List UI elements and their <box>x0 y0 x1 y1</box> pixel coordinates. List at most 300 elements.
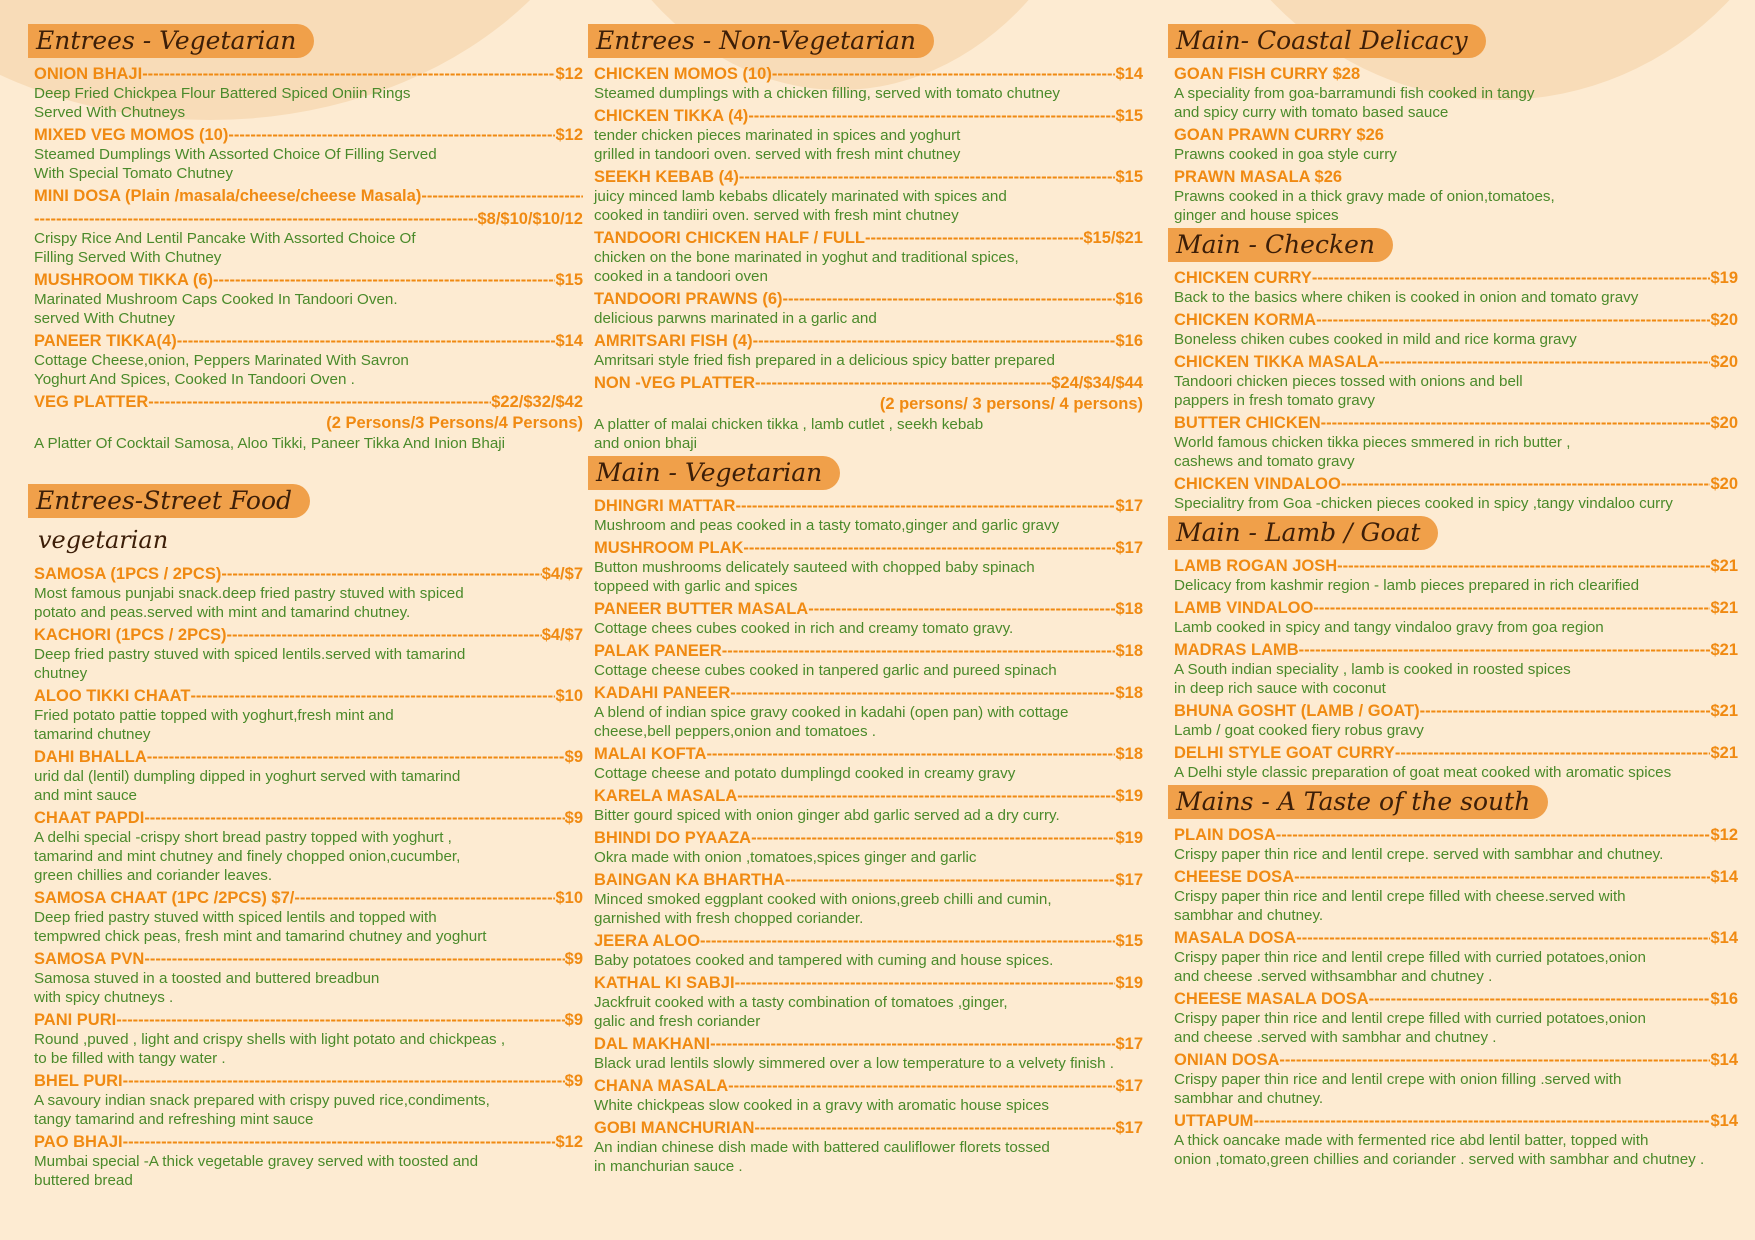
leader-dots <box>710 1034 1115 1054</box>
leader-dots <box>227 625 542 645</box>
menu-item-price: $9 <box>564 950 583 968</box>
menu-item-name: JEERA ALOO <box>594 932 701 950</box>
leader-dots <box>735 496 1115 516</box>
menu-item-name: GOBI MANCHURIAN <box>594 1119 755 1137</box>
menu-item-price: $9 <box>564 748 583 766</box>
menu-item-description: Fried potato pattie topped with yoghurt,fresh mint and tamarind chutney <box>34 707 394 743</box>
menu-item <box>594 641 1143 680</box>
menu-item <box>594 931 1143 970</box>
leader-dots <box>1313 598 1710 618</box>
menu-item-price: $12 <box>555 65 583 83</box>
menu-item <box>34 625 583 683</box>
leader-dots <box>190 686 555 706</box>
menu-item-name: BHINDI DO PYAAZA <box>594 829 752 847</box>
menu-item-row <box>594 641 1143 661</box>
leader-dots <box>294 888 555 908</box>
menu-item-description: Cottage cheese and potato dumplingd cooked in creamy gravy <box>594 765 1016 782</box>
menu-item-row <box>594 1034 1143 1054</box>
leader-dots <box>706 744 1115 764</box>
leader-dots <box>1420 701 1711 721</box>
menu-item <box>34 686 583 744</box>
menu-item <box>594 64 1143 103</box>
leader-dots <box>1312 268 1711 288</box>
menu-item-row <box>1174 825 1738 845</box>
menu-item-price: $19 <box>1115 787 1143 805</box>
menu-item-description: Deep fried pastry stuved with spiced lentils.served with tamarind chutney <box>34 646 466 682</box>
menu-item-price: $18 <box>1115 642 1143 660</box>
menu-item-name: ONION BHAJI <box>34 65 143 83</box>
menu-item-price: $16 <box>1115 332 1143 350</box>
section-gap <box>28 456 583 484</box>
menu-item-price: $22/$32/$42 <box>491 393 583 411</box>
menu-item-row <box>34 625 583 645</box>
leader-dots <box>751 828 1115 848</box>
menu-item <box>34 392 583 453</box>
leader-dots <box>737 786 1115 806</box>
menu-item-row <box>594 331 1143 351</box>
menu-item-description: Baby potatoes cooked and tampered with cuming and house spices. <box>594 952 1054 969</box>
leader-dots <box>1341 474 1711 494</box>
menu-item <box>594 786 1143 825</box>
menu-item <box>594 167 1143 225</box>
menu-item-price: $19 <box>1115 974 1143 992</box>
menu-item-price: $12 <box>555 126 583 144</box>
leader-dots <box>1294 867 1710 887</box>
menu-item-row <box>1174 64 1738 84</box>
menu-item-name: PAO BHAJI <box>34 1133 123 1151</box>
menu-item-description: Steamed Dumplings With Assorted Choice Of Filling Served With Special Tomato Chutney <box>34 146 437 182</box>
menu-item-description: Crispy paper thin rice and lentil crepe filled with curried potatoes,onion and cheese .served withsambhar and chutney . <box>1174 949 1646 985</box>
menu-item-name: BHEL PURI <box>34 1072 123 1090</box>
menu-item-row <box>34 1071 583 1091</box>
leader-dots <box>755 373 1051 393</box>
menu-item-name: MUSHROOM PLAK <box>594 539 744 557</box>
menu-item-name: BAINGAN KA BHARTHA <box>594 871 785 889</box>
menu-item-price: $14 <box>1115 65 1143 83</box>
menu-item-description: Back to the basics where chiken is cooked in onion and tomato gravy <box>1174 289 1639 306</box>
serving-sizes: (2 Persons/3 Persons/4 Persons) <box>326 414 583 432</box>
menu-item-price: $18 <box>1115 745 1143 763</box>
menu-item-name: SAMOSA (1PCS / 2PCS) <box>34 565 222 583</box>
menu-item-description: Cottage chees cubes cooked in rich and creamy tomato gravy. <box>594 620 1014 637</box>
menu-item <box>34 808 583 885</box>
menu-item-row <box>594 167 1143 187</box>
menu-item-row <box>34 564 583 584</box>
menu-item <box>1174 167 1738 225</box>
menu-item-price: $21 <box>1710 599 1738 617</box>
menu-item <box>34 1010 583 1068</box>
menu-item-description: Specialitry from Goa -chicken pieces cooked in spicy ,tangy vindaloo curry <box>1174 495 1673 512</box>
menu-item-name: KATHAL KI SABJI <box>594 974 735 992</box>
menu-item-name: MADRAS LAMB <box>1174 641 1299 659</box>
menu-item-description: Minced smoked eggplant cooked with onions,greeb chilli and cumin, garnished with fresh chopped coriander. <box>594 891 1052 927</box>
menu-item-row <box>594 496 1143 516</box>
menu-item-price: $18 <box>1115 684 1143 702</box>
menu-item-description: Delicacy from kashmir region - lamb pieces prepared in rich clearified <box>1174 577 1640 594</box>
leader-dots <box>1276 825 1711 845</box>
leader-dots <box>123 1132 556 1152</box>
leader-dots <box>221 564 541 584</box>
menu-item-row <box>594 373 1143 393</box>
menu-item-name: PANEER TIKKA(4) <box>34 332 177 350</box>
menu-item <box>34 888 583 946</box>
menu-item-name: CHICKEN VINDALOO <box>1174 475 1341 493</box>
menu-item <box>594 1076 1143 1115</box>
leader-dots <box>34 209 477 229</box>
menu-item <box>594 538 1143 596</box>
menu-item-price: $21 <box>1710 702 1738 720</box>
menu-item <box>1174 556 1738 595</box>
menu-item <box>594 744 1143 783</box>
menu-item-description: A South indian speciality , lamb is cooked in roosted spices in deep rich sauce with coconut <box>1174 661 1571 697</box>
menu-item-price: $21 <box>1710 641 1738 659</box>
menu-item-name: BHUNA GOSHT (LAMB / GOAT) <box>1174 702 1420 720</box>
menu-item-price: $9 <box>564 1072 583 1090</box>
menu-item-description: Button mushrooms delicately sauteed with chopped baby spinach toppeed with garlic and spices <box>594 559 1035 595</box>
menu-item-price: $21 <box>1710 557 1738 575</box>
menu-item-row <box>594 538 1143 558</box>
menu-item-row <box>1174 268 1738 288</box>
menu-item-name: KARELA MASALA <box>594 787 738 805</box>
menu-item-row <box>594 64 1143 84</box>
leader-dots <box>213 270 555 290</box>
leader-dots <box>1379 352 1711 372</box>
menu-item-price: $17 <box>1115 871 1143 889</box>
menu-item <box>594 683 1143 741</box>
section-title: Entrees - Vegetarian <box>28 24 314 58</box>
menu-item-name: PANI PURI <box>34 1011 117 1029</box>
menu-item-name: TANDOORI PRAWNS (6) <box>594 290 783 308</box>
menu-item-name: KACHORI (1PCS / 2PCS) <box>34 626 227 644</box>
menu-item-price: $17 <box>1115 539 1143 557</box>
menu-item-description: Most famous punjabi snack.deep fried pastry stuved with spiced potato and peas.served with mint and tamarind chutney. <box>34 585 464 621</box>
menu-item-row <box>594 973 1143 993</box>
menu-item-description: delicious parwns marinated in a garlic and <box>594 310 877 327</box>
menu-item-description: White chickpeas slow cooked in a gravy with aromatic house spices <box>594 1097 1049 1114</box>
menu-item-name: DAL MAKHANI <box>594 1035 711 1053</box>
menu-item-row <box>594 289 1143 309</box>
menu-item-price: $14 <box>555 332 583 350</box>
leader-dots <box>228 125 555 145</box>
menu-item-name: CHICKEN KORMA <box>1174 311 1317 329</box>
menu-item-name: ONIAN DOSA <box>1174 1051 1280 1069</box>
menu-item-name: SEEKH KEBAB (4) <box>594 168 739 186</box>
menu-item-description: A speciality from goa-barramundi fish cooked in tangy and spicy curry with tomato based sauce <box>1174 85 1535 121</box>
menu-item-price: $4/$7 <box>541 565 583 583</box>
menu-item <box>1174 1111 1738 1169</box>
menu-item-name: CHICKEN TIKKA (4) <box>594 107 749 125</box>
menu-item-row <box>1174 989 1738 1009</box>
leader-dots <box>144 808 564 828</box>
menu-item-row <box>34 808 583 828</box>
leader-dots <box>1316 310 1710 330</box>
menu-item-price: $12 <box>555 1133 583 1151</box>
menu-item-row <box>34 392 583 412</box>
leader-dots <box>1321 413 1711 433</box>
menu-item <box>594 1034 1143 1073</box>
section-title: Mains - A Taste of the south <box>1168 785 1548 819</box>
menu-item-name: PRAWN MASALA $26 <box>1174 168 1343 186</box>
menu-item <box>594 106 1143 164</box>
menu-item-row <box>594 1076 1143 1096</box>
menu-item <box>1174 1050 1738 1108</box>
menu-item-name: GOAN PRAWN CURRY $26 <box>1174 126 1384 144</box>
leader-dots <box>148 392 491 412</box>
menu-item-description: A blend of indian spice gravy cooked in kadahi (open pan) with cottage cheese,bell peppers,onion and tomatoes . <box>594 704 1069 740</box>
menu-item-price: $4/$7 <box>541 626 583 644</box>
menu-item-name: SAMOSA PVN <box>34 950 145 968</box>
section-title: Main- Coastal Delicacy <box>1168 24 1486 58</box>
menu-item-row <box>1174 474 1738 494</box>
menu-item-row <box>34 888 583 908</box>
menu-item-name: KADAHI PANEER <box>594 684 731 702</box>
menu-item-name: BUTTER CHICKEN <box>1174 414 1321 432</box>
menu-item <box>1174 598 1738 637</box>
menu-item-row <box>1174 1050 1738 1070</box>
menu-item-price: $19 <box>1710 269 1738 287</box>
menu-item-description: Tandoori chicken pieces tossed with onions and bell pappers in fresh tomato gravy <box>1174 373 1523 409</box>
menu-item-description: Lamb / goat cooked fiery robus gravy <box>1174 722 1424 739</box>
menu-item-row <box>34 209 583 229</box>
leader-dots <box>123 1071 565 1091</box>
menu-item <box>34 331 583 389</box>
menu-item-description: Steamed dumplings with a chicken filling, served with tomato chutney <box>594 85 1060 102</box>
menu-item-row <box>34 1132 583 1152</box>
menu-item <box>594 373 1143 453</box>
leader-dots <box>1296 928 1710 948</box>
menu-item <box>34 747 583 805</box>
menu-item <box>594 870 1143 928</box>
menu-item-price: $20 <box>1710 353 1738 371</box>
menu-item-price: $14 <box>1710 1051 1738 1069</box>
menu-item-price: $9 <box>564 809 583 827</box>
leader-dots <box>1369 989 1711 1009</box>
section-title: Entrees-Street Food <box>28 484 310 518</box>
leader-dots <box>1279 1050 1710 1070</box>
menu-item-name: CHAAT PAPDI <box>34 809 145 827</box>
menu-item-description: Bitter gourd spiced with onion ginger abd garlic served ad a dry curry. <box>594 807 1060 824</box>
menu-item-row <box>34 270 583 290</box>
menu-item <box>1174 352 1738 410</box>
menu-item-row <box>34 949 583 969</box>
menu-item-name: MUSHROOM TIKKA (6) <box>34 271 214 289</box>
leader-dots <box>142 64 555 84</box>
menu-item-name: VEG PLATTER <box>34 393 149 411</box>
menu-item-row <box>1174 640 1738 660</box>
menu-item-row <box>34 686 583 706</box>
menu-item <box>1174 825 1738 864</box>
leader-dots <box>1337 556 1710 576</box>
menu-item-name: CHICKEN MOMOS (10) <box>594 65 772 83</box>
menu-item-row <box>34 331 583 351</box>
menu-item-price: $20 <box>1710 414 1738 432</box>
menu-item-row <box>594 683 1143 703</box>
menu-item-name: CHEESE DOSA <box>1174 868 1295 886</box>
menu-item <box>34 949 583 1007</box>
menu-item-description: A savoury indian snack prepared with crispy puved rice,condiments, tangy tamarind and refreshing mint sauce <box>34 1092 490 1128</box>
menu-item <box>594 331 1143 370</box>
menu-item-name: TANDOORI CHICKEN HALF / FULL <box>594 229 866 247</box>
menu-item-row <box>1174 413 1738 433</box>
menu-item <box>34 125 583 183</box>
menu-item-description: Crispy paper thin rice and lentil crepe filled with curried potatoes,onion and cheese .served with sambhar and chutney . <box>1174 1010 1646 1046</box>
menu-item-description: Round ,puved , light and crispy shells with light potato and chickpeas , to be filled with tangy water . <box>34 1031 506 1067</box>
leader-dots <box>730 683 1115 703</box>
leader-dots <box>735 973 1116 993</box>
menu-item-row <box>1174 167 1738 187</box>
menu-item-price: $15 <box>1115 168 1143 186</box>
menu-item-description: Cottage cheese cubes cooked in tanpered garlic and pureed spinach <box>594 662 1057 679</box>
menu-item-description: Prawns cooked in a thick gravy made of onion,tomatoes, ginger and house spices <box>1174 188 1555 224</box>
leader-dots <box>421 186 583 206</box>
menu-item-row <box>594 870 1143 890</box>
menu-item-description: A Platter Of Cocktail Samosa, Aloo Tikki, Paneer Tikka And Inion Bhaji <box>34 435 506 452</box>
menu-item-name: MALAI KOFTA <box>594 745 707 763</box>
menu-item-row <box>1174 310 1738 330</box>
menu-item-name: LAMB VINDALOO <box>1174 599 1314 617</box>
menu-item <box>594 496 1143 535</box>
menu-item-row <box>594 1118 1143 1138</box>
menu-item <box>594 973 1143 1031</box>
leader-dots <box>1395 743 1711 763</box>
menu-item-price: $16 <box>1115 290 1143 308</box>
menu-item-description: juicy minced lamb kebabs dlicately marinated with spices and cooked in tandiiri oven. served with fresh mint chutney <box>594 188 1007 224</box>
leader-dots <box>808 599 1115 619</box>
menu-item-price: $14 <box>1710 929 1738 947</box>
section-subtitle: vegetarian <box>38 526 169 554</box>
menu-item-name: PANEER BUTTER MASALA <box>594 600 809 618</box>
menu-item-price: $15/$21 <box>1083 229 1143 247</box>
menu-item-description: tender chicken pieces marinated in spices and yoghurt grilled in tandoori oven. served with fresh mint chutney <box>594 127 961 163</box>
leader-dots <box>865 228 1083 248</box>
menu-item-row <box>34 747 583 767</box>
menu-item-price: $20 <box>1710 311 1738 329</box>
menu-item-name: PLAIN DOSA <box>1174 826 1276 844</box>
menu-item-name: DHINGRI MATTAR <box>594 497 736 515</box>
leader-dots <box>116 1010 564 1030</box>
menu-item-description: Amritsari style fried fish prepared in a delicious spicy batter prepared <box>594 352 1055 369</box>
menu-item-description: A Delhi style classic preparation of goat meat cooked with aromatic spices <box>1174 764 1672 781</box>
menu-item-price: $9 <box>564 1011 583 1029</box>
menu-item-description: Jackfruit cooked with a tasty combination of tomatoes ,ginger, galic and fresh coriander <box>594 994 1008 1030</box>
menu-item-row <box>594 744 1143 764</box>
menu-item-row <box>594 786 1143 806</box>
leader-dots <box>754 1118 1115 1138</box>
menu-column-3 <box>1168 24 1738 1172</box>
menu-item-description: Crispy paper thin rice and lentil crepe filled with cheese.served with sambhar and chutney. <box>1174 888 1626 924</box>
menu-item <box>1174 867 1738 925</box>
leader-dots <box>728 1076 1115 1096</box>
section-title: Main - Vegetarian <box>588 456 840 490</box>
menu-item <box>1174 928 1738 986</box>
menu-item-price: $18 <box>1115 600 1143 618</box>
menu-item-description: urid dal (lentil) dumpling dipped in yoghurt served with tamarind and mint sauce <box>34 768 461 804</box>
menu-item-row <box>1174 1111 1738 1131</box>
menu-item-description: chicken on the bone marinated in yoghut and traditional spices, cooked in a tandoori oven <box>594 249 1019 285</box>
menu-item-price: $20 <box>1710 475 1738 493</box>
menu-item-name: PALAK PANEER <box>594 642 722 660</box>
leader-dots <box>783 289 1116 309</box>
leader-dots <box>753 331 1116 351</box>
menu-item-price: $16 <box>1710 990 1738 1008</box>
menu-item-name: NON -VEG PLATTER <box>594 374 756 392</box>
menu-item <box>34 270 583 328</box>
menu-item <box>594 1118 1143 1176</box>
menu-item-row <box>594 599 1143 619</box>
menu-item-row <box>1174 928 1738 948</box>
leader-dots <box>1299 640 1711 660</box>
menu-item-row <box>34 186 583 206</box>
menu-item-description: Prawns cooked in goa style curry <box>1174 146 1397 163</box>
menu-item-row <box>1174 743 1738 763</box>
leader-dots <box>722 641 1116 661</box>
menu-item <box>1174 640 1738 698</box>
menu-item-description: Crispy paper thin rice and lentil crepe with onion filling .served with sambhar and chutney. <box>1174 1071 1622 1107</box>
menu-item-price: $17 <box>1115 497 1143 515</box>
menu-item-description: Samosa stuved in a toosted and buttered breadbun with spicy chutneys . <box>34 970 380 1006</box>
menu-item-description: Lamb cooked in spicy and tangy vindaloo gravy from goa region <box>1174 619 1604 636</box>
menu-item <box>1174 268 1738 307</box>
leader-dots <box>739 167 1116 187</box>
menu-item <box>594 828 1143 867</box>
section-title: Main - Lamb / Goat <box>1168 516 1438 550</box>
menu-item-row <box>594 828 1143 848</box>
menu-item-row <box>34 125 583 145</box>
menu-item-name: SAMOSA CHAAT (1PC /2PCS) $7/ <box>34 889 295 907</box>
menu-item <box>34 1132 583 1190</box>
menu-item-row <box>34 64 583 84</box>
menu-item-name: UTTAPUM <box>1174 1112 1254 1130</box>
menu-item-name: CHICKEN CURRY <box>1174 269 1312 287</box>
menu-item-row <box>594 228 1143 248</box>
menu-item-row <box>1174 352 1738 372</box>
menu-item <box>1174 474 1738 513</box>
menu-item-name: ALOO TIKKI CHAAT <box>34 687 191 705</box>
menu-item <box>1174 64 1738 122</box>
menu-item-price: $21 <box>1710 744 1738 762</box>
menu-item-description: A delhi special -crispy short bread pastry topped with yoghurt , tamarind and mint chutney and finely chopped onion,cucumber, green chillies and coriander leaves. <box>34 829 461 884</box>
menu-item-name: LAMB ROGAN JOSH <box>1174 557 1338 575</box>
leader-dots <box>748 106 1115 126</box>
menu-item <box>1174 989 1738 1047</box>
leader-dots <box>177 331 556 351</box>
menu-item-price: $15 <box>1115 932 1143 950</box>
menu-item-row <box>594 106 1143 126</box>
menu-item-name: DELHI STYLE GOAT CURRY <box>1174 744 1395 762</box>
menu-item <box>1174 701 1738 740</box>
menu-item-price: $24/$34/$44 <box>1051 374 1143 392</box>
menu-item-description: An indian chinese dish made with battered cauliflower florets tossed in manchurian sauce . <box>594 1139 1050 1175</box>
menu-item-price: $8/$10/$10/12 <box>477 210 583 228</box>
menu-item-row <box>1174 556 1738 576</box>
menu-item-price: $17 <box>1115 1077 1143 1095</box>
menu-item <box>1174 413 1738 471</box>
menu-item <box>34 564 583 622</box>
menu-item-name: MIXED VEG MOMOS (10) <box>34 126 229 144</box>
menu-item-description: Marinated Mushroom Caps Cooked In Tandoori Oven. served With Chutney <box>34 291 398 327</box>
menu-item-description: Deep Fried Chickpea Flour Battered Spiced Oniin Rings Served With Chutneys <box>34 85 411 121</box>
menu-item <box>594 599 1143 638</box>
menu-item-name: MINI DOSA (Plain /masala/cheese/cheese Masala) <box>34 187 422 205</box>
menu-item-description: World famous chicken tikka pieces smmered in rich butter , cashews and tomato gravy <box>1174 434 1571 470</box>
menu-item-row <box>1174 125 1738 145</box>
menu-item-price: $19 <box>1115 829 1143 847</box>
menu-item-description: Boneless chiken cubes cooked in mild and rice korma gravy <box>1174 331 1577 348</box>
leader-dots <box>743 538 1115 558</box>
leader-dots <box>772 64 1116 84</box>
menu-item-name: CHICKEN TIKKA MASALA <box>1174 353 1379 371</box>
menu-item-row <box>594 931 1143 951</box>
